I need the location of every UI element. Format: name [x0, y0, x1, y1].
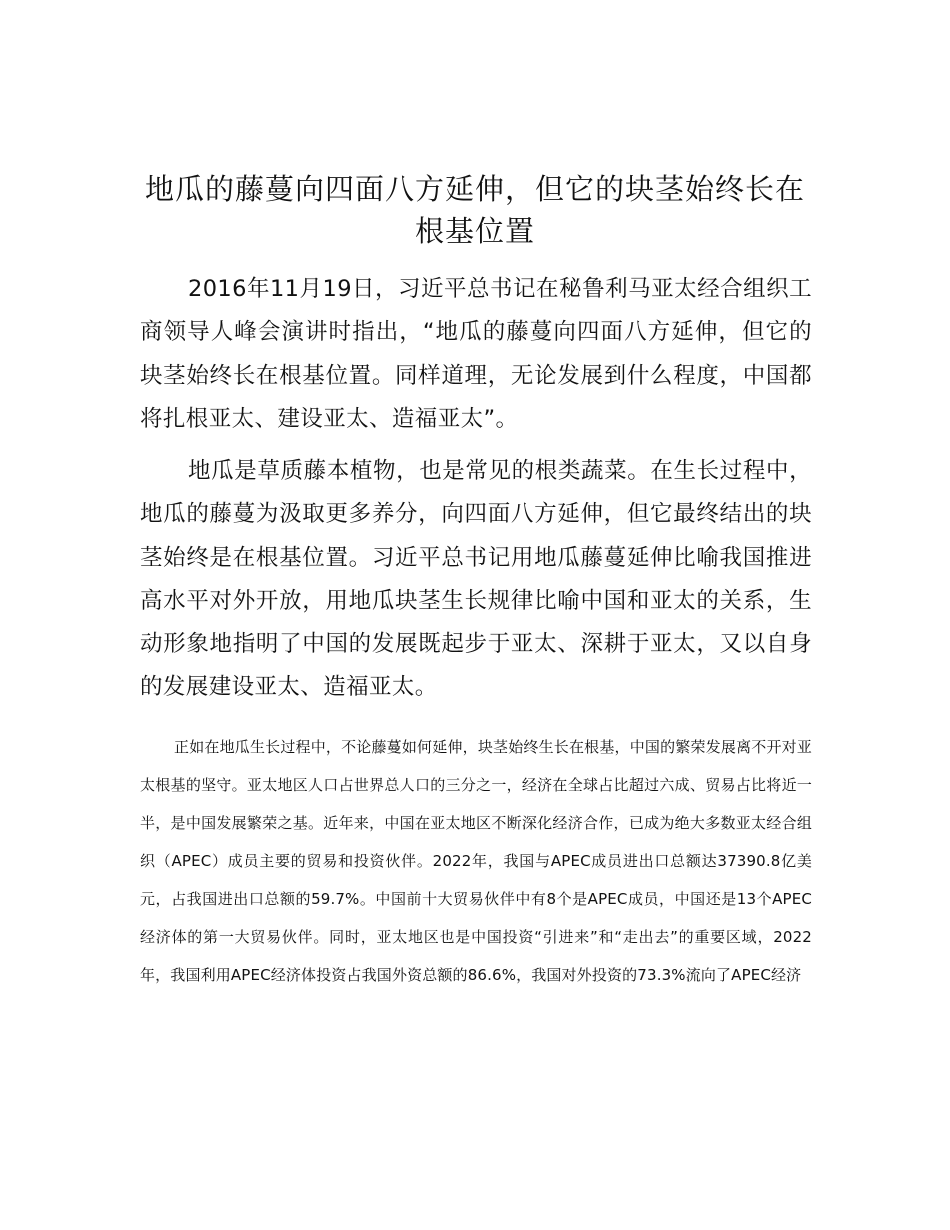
- paragraph-metaphor-explanation: 地瓜是草质藤本植物，也是常见的根类蔬菜。在生长过程中，地瓜的藤蔓为汲取更多养分，向四面八方延伸，但它最终结出的块茎始终是在根基位置。习近平总书记用地瓜藤蔓延伸比喻我国推进高水平对外开放，用地瓜块茎生长规律比喻中国和亚太的关系，生动形象地指明了中国的发展既起步于亚太、深耕于亚太，又以自身的发展建设亚太、造福亚太。: [140, 458, 812, 701]
- paragraph-apac-economy: 正如在地瓜生长过程中，不论藤蔓如何延伸，块茎始终生长在根基，中国的繁荣发展离不开对亚太根基的坚守。亚太地区人口占世界总人口的三分之一，经济在全球占比超过六成、贸易占比将近一半，是中国发展繁荣之基。近年来，中国在亚太地区不断深化经济合作，已成为绝大多数亚太经合组织（APEC）成员主要的贸易和投资伙伴。2022年，我国与APEC成员进出口总额达37390.8亿美元，占我国进出口总额的59.7%。中国前十大贸易伙伴中有8个是APEC成员，中国还是13个APEC经济体的第一大贸易伙伴。同时，亚太地区也是中国投资“引进来”和“走出去”的重要区域，2022年，我国利用APEC经济体投资占我国外资总额的86.6%，我国对外投资的73.3%流向了APEC经济: [140, 738, 812, 984]
- paragraph-quote-intro: 2016年11月19日，习近平总书记在秘鲁利马亚太经合组织工商领导人峰会演讲时指出，“地瓜的藤蔓向四面八方延伸，但它的块茎始终长在根基位置。同样道理，无论发展到什么程度，中国都将扎根亚太、建设亚太、造福亚太”。: [140, 276, 812, 432]
- document-title: 地瓜的藤蔓向四面八方延伸，但它的块茎始终长在根基位置: [144, 172, 805, 248]
